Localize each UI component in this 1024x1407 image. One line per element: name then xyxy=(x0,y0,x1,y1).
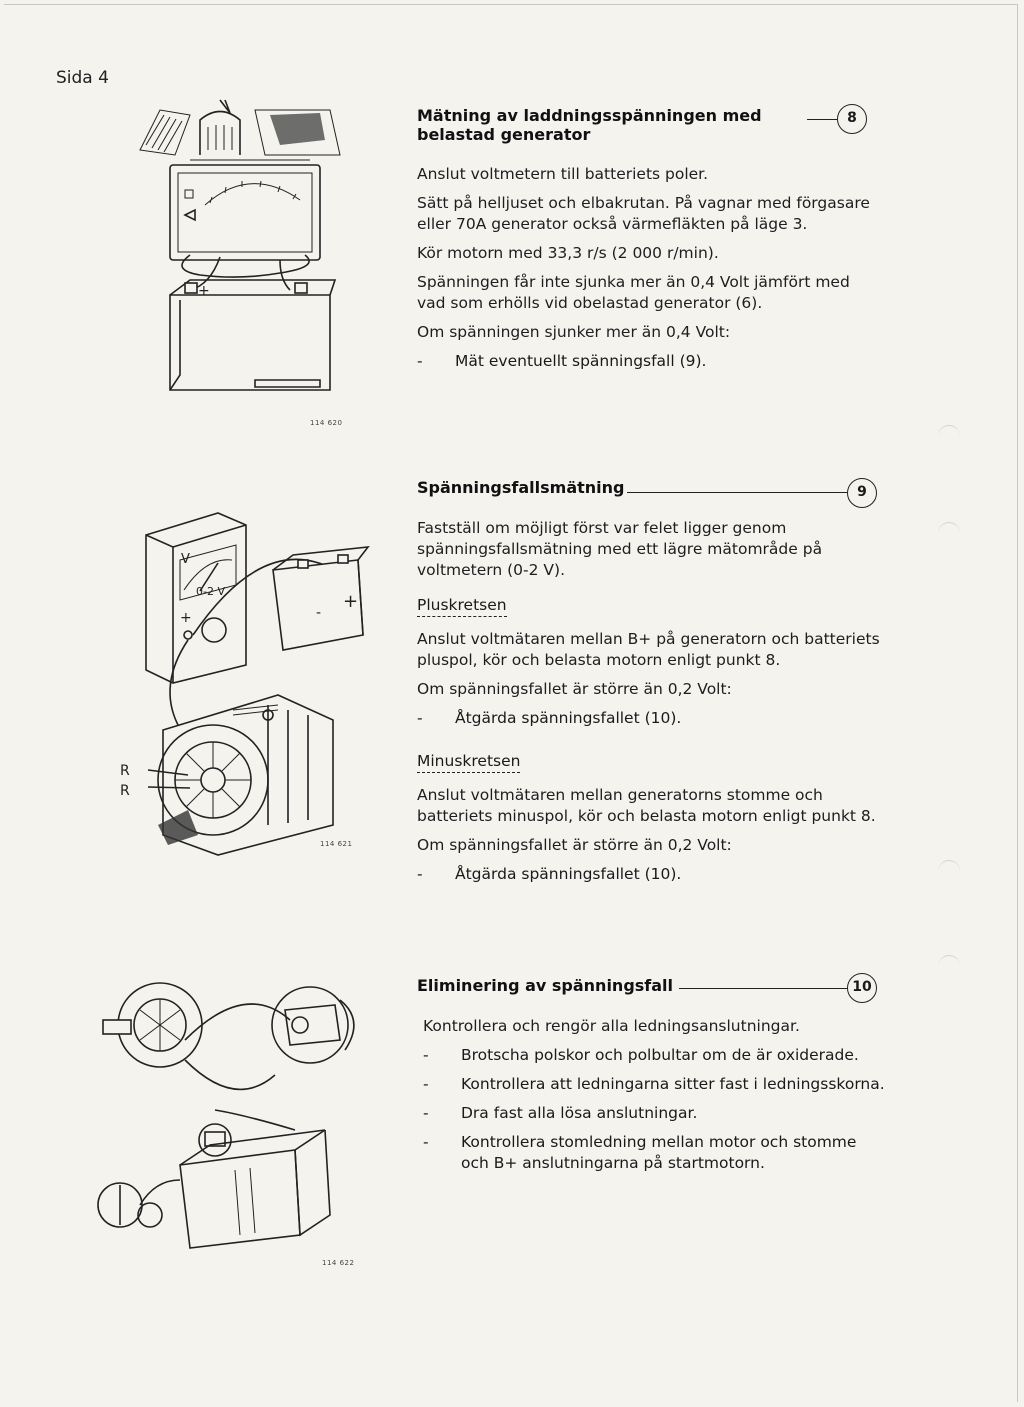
voltmeter-battery-illustration xyxy=(130,95,360,405)
section-number: 9 xyxy=(847,478,877,508)
section-rule xyxy=(807,119,837,120)
paragraph: Anslut voltmätaren mellan B+ på generatorn och batteriets pluspol, kör och belasta motorn enligt punkt 8. xyxy=(417,630,880,669)
bullet-text: Kontrollera att ledningarna sitter fast i ledningsskorna. xyxy=(461,1075,885,1093)
section-header xyxy=(417,106,887,164)
margin-mark xyxy=(938,955,960,978)
range-label: 0-2 V xyxy=(196,585,225,598)
figure-code: 114 621 xyxy=(320,840,353,848)
bullet-item: - Dra fast alla lösa anslutningar. xyxy=(423,1103,887,1124)
section-title: Eliminering av spänningsfall xyxy=(417,976,674,995)
bullet-text: Dra fast alla lösa anslutningar. xyxy=(461,1104,698,1122)
subheading-minuskretsen: Minuskretsen xyxy=(417,751,520,773)
svg-text:+: + xyxy=(198,283,210,299)
paragraph: Kontrollera och rengör alla ledningsanslutningar. xyxy=(423,1017,800,1035)
paragraph: Om spänningen sjunker mer än 0,4 Volt: xyxy=(417,323,731,341)
bullet-item: - Mät eventuellt spänningsfall (9). xyxy=(417,351,887,372)
section-rule xyxy=(627,492,847,493)
section-title: Mätning av laddningsspänningen med belastad generator xyxy=(417,106,762,144)
bullet-text: Åtgärda spänningsfallet (10). xyxy=(455,709,682,727)
wire-label-r2: R xyxy=(120,783,130,799)
wire-label-r1: R xyxy=(120,763,130,779)
bullet-text: Kontrollera stomledning mellan motor och stomme och B+ anslutningarna på startmotorn. xyxy=(461,1133,857,1172)
bullet-item: - Kontrollera att ledningarna sitter fast i ledningsskorna. xyxy=(423,1074,887,1095)
margin-mark xyxy=(938,425,960,448)
section-number: 10 xyxy=(847,973,877,1003)
bullet-item: - Brotscha polskor och polbultar om de är oxiderade. xyxy=(423,1045,887,1066)
section-title: Spänningsfallsmätning xyxy=(417,478,625,497)
bullet-text: Brotscha polskor och polbultar om de är oxiderade. xyxy=(461,1046,859,1064)
paragraph: Om spänningsfallet är större än 0,2 Volt: xyxy=(417,680,732,698)
section-header xyxy=(417,976,887,1016)
plus-label: + xyxy=(180,610,192,626)
paragraph: Anslut voltmetern till batteriets poler. xyxy=(417,165,709,183)
margin-mark xyxy=(938,522,960,545)
paragraph: Fastställ om möjligt först var felet ligger genom spänningsfallsmätning med ett lägre mätområde på voltmetern (0-2 V). xyxy=(417,519,823,579)
section-rule xyxy=(679,988,849,989)
battery-plus-label: + xyxy=(343,591,359,612)
margin-mark xyxy=(938,860,960,883)
bullet-text: Mät eventuellt spänningsfall (9). xyxy=(455,352,707,370)
minus-label: - xyxy=(316,605,322,621)
bullet-item: - Åtgärda spänningsfallet (10). xyxy=(417,864,887,885)
figure-voltmeter-battery xyxy=(130,95,360,405)
bullet-text: Åtgärda spänningsfallet (10). xyxy=(455,865,682,883)
bullet-item: - Åtgärda spänningsfallet (10). xyxy=(417,708,887,729)
paragraph: Om spänningsfallet är större än 0,2 Volt: xyxy=(417,836,732,854)
figure-voltage-drop xyxy=(118,505,378,865)
connections-illustration xyxy=(95,980,385,1250)
voltage-drop-illustration xyxy=(118,505,378,865)
section-number: 8 xyxy=(837,104,867,134)
bullet-item: - Kontrollera stomledning mellan motor och stomme och B+ anslutningarna på startmotorn. xyxy=(423,1132,887,1174)
voltmeter-label: V xyxy=(181,552,190,567)
section-header xyxy=(417,478,887,518)
figure-code: 114 620 xyxy=(310,419,343,427)
section-9 xyxy=(417,478,887,893)
paragraph: Spänningen får inte sjunka mer än 0,4 Volt jämfört med vad som erhölls vid obelastad generator (6). xyxy=(417,273,850,312)
paragraph: Sätt på helljuset och elbakrutan. På vagnar med förgasare eller 70A generator också värmefläkten på läge 3. xyxy=(417,194,870,233)
section-10 xyxy=(417,976,887,1182)
figure-code: 114 622 xyxy=(322,1259,355,1267)
subheading-pluskretsen: Pluskretsen xyxy=(417,595,507,617)
section-8 xyxy=(417,106,887,380)
paragraph: Anslut voltmätaren mellan generatorns stomme och batteriets minuspol, kör och belasta motorn enligt punkt 8. xyxy=(417,786,876,825)
paragraph: Kör motorn med 33,3 r/s (2 000 r/min). xyxy=(417,244,719,262)
page-number: Sida 4 xyxy=(56,68,109,88)
figure-connections xyxy=(95,980,385,1250)
